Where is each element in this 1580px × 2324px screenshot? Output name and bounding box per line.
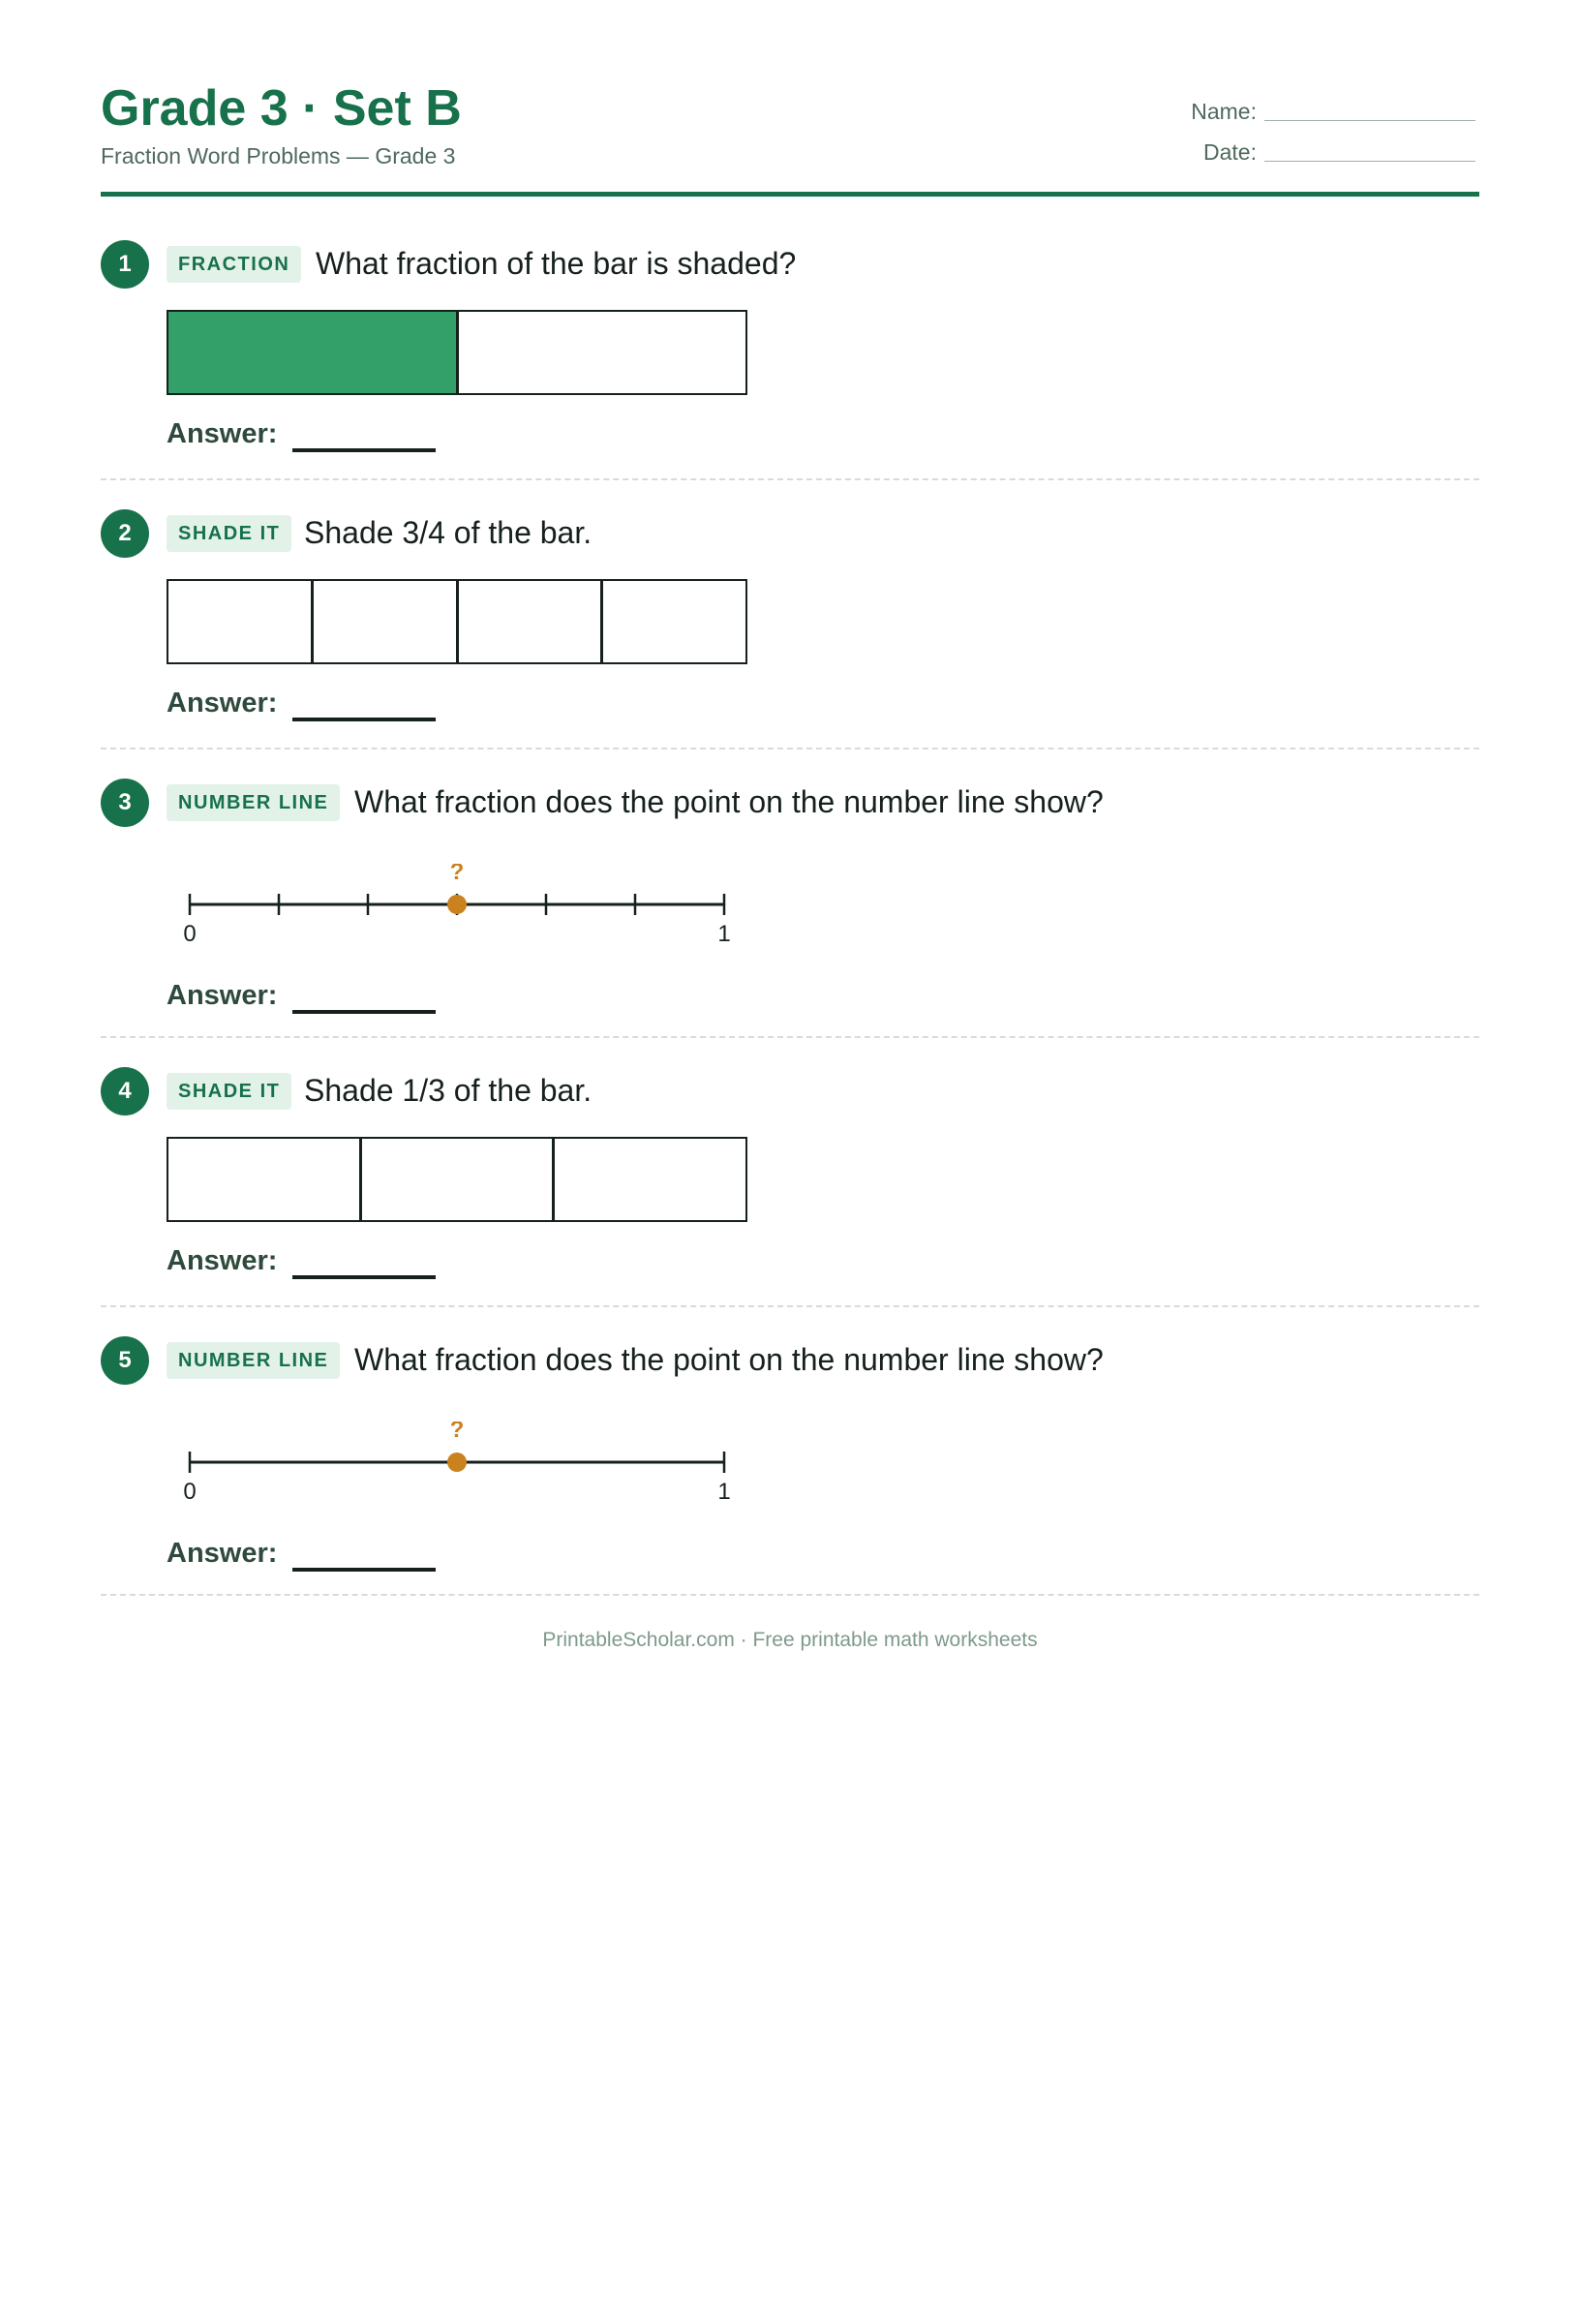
number-line-point [447,1452,467,1472]
number-line-start-label: 0 [183,921,197,947]
answer-label: Answer: [167,980,278,1011]
name-label: Name: [1191,99,1257,124]
bar-segment[interactable] [311,581,456,662]
date-field[interactable] [1160,141,1475,164]
question-prompt: Shade 1/3 of the bar. [304,1073,592,1108]
number-line-end-label: 1 [717,1479,731,1505]
answer-line[interactable] [292,718,436,721]
number-line-start-label: 0 [183,1479,197,1505]
question-number: 5 [101,1336,149,1385]
question-number: 3 [101,779,149,827]
question-prompt: What fraction does the point on the number line show? [354,784,1104,819]
question-divider [101,1594,1479,1596]
answer-line[interactable] [292,1568,436,1572]
fraction-bar[interactable] [167,579,747,664]
question-prompt: Shade 3/4 of the bar. [304,515,592,550]
header-rule [101,192,1479,197]
question-number: 4 [101,1067,149,1116]
number-line-end-label: 1 [717,921,731,947]
question-divider [101,1036,1479,1038]
number-line-point [447,895,467,914]
question-divider [101,748,1479,749]
answer-line[interactable] [292,1010,436,1014]
name-line[interactable] [1264,120,1475,121]
bar-segment[interactable] [600,581,745,662]
worksheet-title: Grade 3 · Set B [101,80,462,137]
bar-segment[interactable] [359,1139,553,1220]
number-line [167,864,747,951]
answer-label: Answer: [167,688,278,719]
date-line[interactable] [1264,161,1475,162]
worksheet-subtitle: Fraction Word Problems — Grade 3 [101,143,456,168]
answer-line[interactable] [292,1275,436,1279]
question-divider [101,478,1479,480]
question-number: 1 [101,240,149,289]
answer-label: Answer: [167,418,278,449]
date-label: Date: [1203,139,1257,165]
bar-segment[interactable] [552,1139,745,1220]
name-field[interactable] [1160,101,1475,123]
question-number: 2 [101,509,149,558]
footer-text: PrintableScholar.com · Free printable math worksheets [542,1629,1038,1651]
number-line [167,1422,747,1509]
answer-field[interactable] [167,689,436,718]
bar-segment [456,312,746,393]
bar-segment[interactable] [456,581,601,662]
answer-field[interactable] [167,982,436,1010]
bar-segment-shaded [168,312,456,393]
question-tag: FRACTION [167,246,301,283]
question-tag: NUMBER LINE [167,1342,340,1379]
number-line-point-label: ? [449,864,465,885]
answer-label: Answer: [167,1538,278,1569]
question-prompt: What fraction of the bar is shaded? [316,246,797,281]
fraction-bar [167,310,747,395]
bar-segment[interactable] [168,581,311,662]
number-line-point-label: ? [449,1422,465,1443]
fraction-bar[interactable] [167,1137,747,1222]
question-tag: SHADE IT [167,1073,291,1110]
question-tag: NUMBER LINE [167,784,340,821]
bar-segment[interactable] [168,1139,359,1220]
answer-field[interactable] [167,1247,436,1275]
question-divider [101,1305,1479,1307]
answer-line[interactable] [292,448,436,452]
answer-field[interactable] [167,1540,436,1568]
answer-field[interactable] [167,420,436,448]
question-tag: SHADE IT [167,515,291,552]
answer-label: Answer: [167,1245,278,1276]
question-prompt: What fraction does the point on the number line show? [354,1342,1104,1377]
